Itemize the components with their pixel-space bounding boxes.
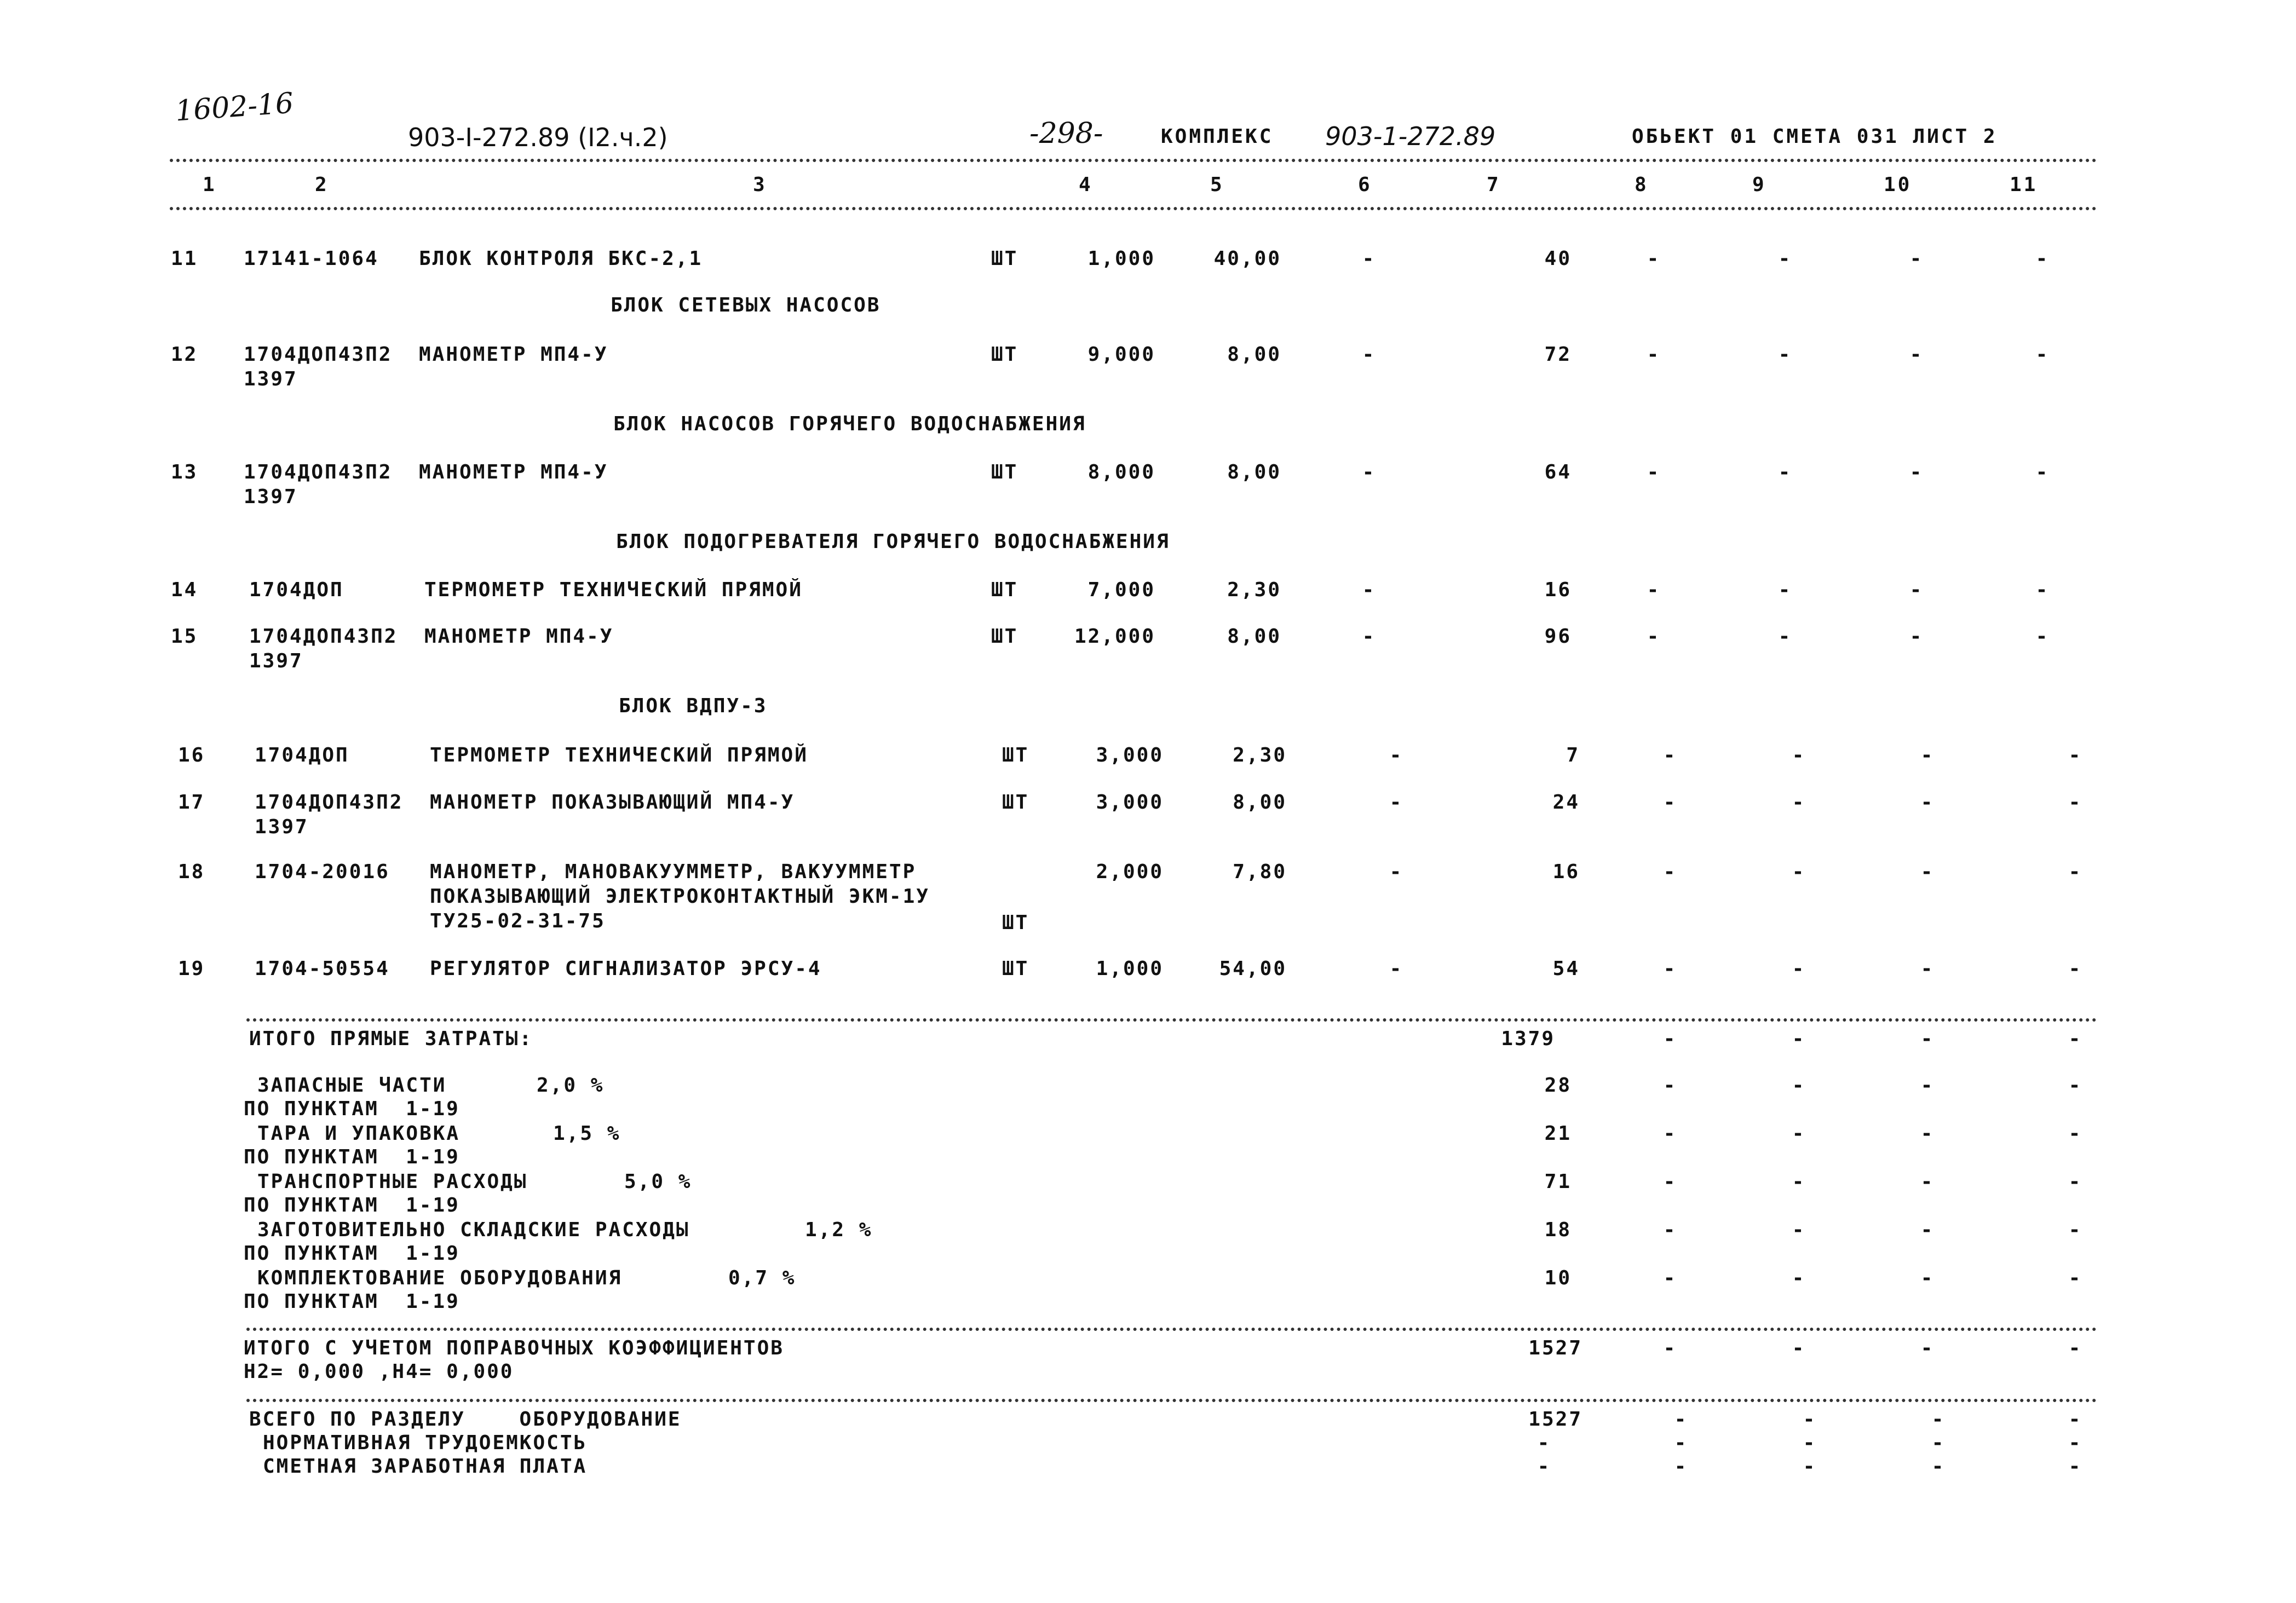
col-11: - (2068, 1267, 2082, 1289)
total-cost: 16 (1552, 861, 1580, 883)
item-code: 1704ДОП (255, 744, 349, 766)
col-6: - (1389, 861, 1403, 883)
complex-label: КОМПЛЕКС (1161, 125, 1274, 148)
quantity: 12,000 (1074, 625, 1155, 648)
quantity: 1,000 (1096, 958, 1164, 980)
col-9: - (1792, 1219, 1806, 1241)
col-11: - (2068, 1122, 2082, 1145)
total-cost: 96 (1544, 625, 1572, 648)
col-10: - (1920, 1122, 1935, 1145)
total-cost: 40 (1544, 247, 1572, 270)
unit: ШТ (991, 461, 1018, 483)
col-11: - (2068, 1028, 2082, 1050)
row-number: 14 (171, 579, 198, 601)
row-number: 17 (178, 791, 205, 814)
item-code: 1704ДОП43П2 (255, 791, 404, 814)
surcharge-range: ПО ПУНКТАМ 1-19 (244, 1242, 460, 1265)
column-number: 10 (1884, 174, 1912, 196)
col-10: - (1920, 1219, 1935, 1241)
total-cost: 71 (1544, 1170, 1572, 1193)
total-cost: 64 (1544, 461, 1572, 483)
surcharge-label: ТРАНСПОРТНЫЕ РАСХОДЫ (257, 1170, 528, 1193)
col-6: - (1389, 791, 1403, 814)
unit-price: 8,00 (1227, 461, 1281, 483)
col-10: - (1909, 461, 1924, 483)
col-8: - (1663, 1122, 1677, 1145)
col-9: - (1792, 791, 1806, 814)
complex-code: 903-1-272.89 (1325, 122, 1496, 151)
col-10: - (1920, 861, 1935, 883)
item-name: ТЕРМОМЕТР ТЕХНИЧЕСКИЙ ПРЯМОЙ (424, 579, 803, 601)
total-cost: 21 (1544, 1122, 1572, 1145)
col-10: - (1909, 343, 1924, 366)
quantity: 3,000 (1096, 744, 1164, 766)
col-10: - (1909, 247, 1924, 270)
row-number: 11 (171, 247, 198, 270)
col-11: - (2035, 625, 2050, 648)
col-8: - (1663, 1337, 1677, 1359)
labor-intensity-label: НОРМАТИВНАЯ ТРУДОЕМКОСТЬ (263, 1432, 588, 1454)
col-11: - (2035, 343, 2050, 366)
section-heading: БЛОК НАСОСОВ ГОРЯЧЕГО ВОДОСНАБЖЕНИЯ (613, 413, 1086, 435)
total-cost: 1527 (1528, 1337, 1583, 1359)
col-8: - (1674, 1455, 1688, 1478)
direct-total-label: ИТОГО ПРЯМЫЕ ЗАТРАТЫ: (249, 1028, 533, 1050)
column-number: 8 (1635, 174, 1649, 196)
header-rule-bottom (170, 207, 2097, 210)
column-number: 7 (1487, 174, 1501, 196)
row-number: 15 (171, 625, 198, 648)
item-code: 1704ДОП43П2 (244, 343, 393, 366)
item-name: МАНОМЕТР ПОКАЗЫВАЮЩИЙ МП4-У (430, 791, 795, 814)
total-cost: 1379 (1501, 1028, 1555, 1050)
col-10: - (1920, 1170, 1935, 1193)
total-cost: 54 (1552, 958, 1580, 980)
surcharge-rate: 2,0 % (537, 1074, 605, 1097)
section-heading: БЛОК ПОДОГРЕВАТЕЛЯ ГОРЯЧЕГО ВОДОСНАБЖЕНИЯ (616, 531, 1170, 553)
unit: ШТ (991, 579, 1018, 601)
col-11: - (2068, 1455, 2082, 1478)
col-9: - (1792, 958, 1806, 980)
unit-price: 40,00 (1213, 247, 1281, 270)
col-8: - (1663, 744, 1677, 766)
item-name: МАНОМЕТР МП4-У (424, 625, 614, 648)
row-number: 19 (178, 958, 205, 980)
unit: ШТ (1002, 912, 1029, 934)
col-6: - (1362, 247, 1376, 270)
total-cost: 28 (1544, 1074, 1572, 1097)
col-9: - (1792, 744, 1806, 766)
item-name: ТЕРМОМЕТР ТЕХНИЧЕСКИЙ ПРЯМОЙ (430, 744, 808, 766)
col-9: - (1803, 1432, 1817, 1454)
surcharge-range: ПО ПУНКТАМ 1-19 (244, 1290, 460, 1313)
item-code: 1704-20016 (255, 861, 390, 883)
divider (246, 1399, 2097, 1402)
col-8: - (1663, 958, 1677, 980)
total-cost: - (1537, 1432, 1551, 1454)
row-number: 12 (171, 343, 198, 366)
col-8: - (1674, 1432, 1688, 1454)
col-10: - (1920, 744, 1935, 766)
col-11: - (2068, 1432, 2082, 1454)
item-name: МАНОМЕТР МП4-У (419, 343, 608, 366)
item-name: РЕГУЛЯТОР СИГНАЛИЗАТОР ЭРСУ-4 (430, 958, 822, 980)
col-11: - (2068, 1408, 2082, 1431)
col-8: - (1674, 1408, 1688, 1431)
total-cost: - (1537, 1455, 1551, 1478)
unit-price: 2,30 (1233, 744, 1287, 766)
col-8: - (1663, 791, 1677, 814)
surcharge-label: ЗАГОТОВИТЕЛЬНО СКЛАДСКИЕ РАСХОДЫ (257, 1219, 690, 1241)
col-9: - (1792, 1267, 1806, 1289)
row-number: 16 (178, 744, 205, 766)
col-11: - (2035, 247, 2050, 270)
col-10: - (1920, 791, 1935, 814)
unit-price: 8,00 (1227, 625, 1281, 648)
surcharge-label: ЗАПАСНЫЕ ЧАСТИ (257, 1074, 447, 1097)
col-11: - (2068, 744, 2082, 766)
col-8: - (1663, 861, 1677, 883)
col-9: - (1778, 247, 1792, 270)
col-6: - (1389, 744, 1403, 766)
col-9: - (1792, 1170, 1806, 1193)
item-name-line3: ТУ25-02-31-75 (430, 910, 606, 932)
column-number: 5 (1210, 174, 1224, 196)
object-sheet-label: ОБЬЕКТ 01 СМЕТА 031 ЛИСТ 2 (1632, 125, 1998, 148)
item-code: 1704ДОП43П2 (244, 461, 393, 483)
item-name: МАНОМЕТР, МАНОВАКУУММЕТР, ВАКУУММЕТР (430, 861, 917, 883)
col-10: - (1920, 1337, 1935, 1359)
col-9: - (1792, 1028, 1806, 1050)
col-9: - (1778, 461, 1792, 483)
item-name: БЛОК КОНТРОЛЯ БКС-2,1 (419, 247, 703, 270)
divider (246, 1328, 2097, 1331)
col-8: - (1663, 1267, 1677, 1289)
item-name-line2: ПОКАЗЫВАЮЩИЙ ЭЛЕКТРОКОНТАКТНЫЙ ЭКМ-1У (430, 885, 930, 908)
col-6: - (1362, 461, 1376, 483)
col-10: - (1931, 1455, 1946, 1478)
unit-price: 54,00 (1219, 958, 1287, 980)
col-10: - (1909, 625, 1924, 648)
column-number: 1 (203, 174, 217, 196)
surcharge-rate: 1,5 % (553, 1122, 621, 1145)
row-number: 13 (171, 461, 198, 483)
total-cost: 72 (1544, 343, 1572, 366)
total-cost: 1527 (1528, 1408, 1583, 1431)
quantity: 3,000 (1096, 791, 1164, 814)
col-6: - (1389, 958, 1403, 980)
column-number: 2 (315, 174, 329, 196)
quantity: 2,000 (1096, 861, 1164, 883)
column-number: 4 (1079, 174, 1093, 196)
quantity: 9,000 (1087, 343, 1155, 366)
wage-estimate-label: СМЕТНАЯ ЗАРАБОТНАЯ ПЛАТА (263, 1455, 588, 1478)
page-marker: -298- (1029, 117, 1103, 150)
handwritten-reference: 1602-16 (174, 87, 295, 128)
item-code-line2: 1397 (244, 368, 298, 390)
col-8: - (1647, 625, 1661, 648)
col-9: - (1803, 1455, 1817, 1478)
header-rule-top (170, 159, 2097, 162)
col-9: - (1778, 625, 1792, 648)
item-code-line2: 1397 (244, 486, 298, 508)
total-cost: 18 (1544, 1219, 1572, 1241)
column-number: 9 (1752, 174, 1766, 196)
quantity: 7,000 (1087, 579, 1155, 601)
unit: ШТ (991, 247, 1018, 270)
col-6: - (1362, 343, 1376, 366)
col-8: - (1647, 579, 1661, 601)
item-code: 17141-1064 (244, 247, 379, 270)
col-11: - (2068, 1337, 2082, 1359)
col-8: - (1663, 1170, 1677, 1193)
unit-price: 8,00 (1233, 791, 1287, 814)
col-11: - (2068, 1170, 2082, 1193)
column-number: 6 (1358, 174, 1372, 196)
column-number: 3 (753, 174, 767, 196)
surcharge-rate: 5,0 % (624, 1170, 692, 1193)
total-cost: 16 (1544, 579, 1572, 601)
col-9: - (1792, 861, 1806, 883)
unit-price: 2,30 (1227, 579, 1281, 601)
section-heading: БЛОК СЕТЕВЫХ НАСОСОВ (611, 294, 881, 316)
coefficient-values: Н2= 0,000 ,Н4= 0,000 (244, 1360, 514, 1383)
unit: ШТ (991, 343, 1018, 366)
col-9: - (1792, 1337, 1806, 1359)
col-11: - (2035, 461, 2050, 483)
total-cost: 24 (1552, 791, 1580, 814)
quantity: 1,000 (1087, 247, 1155, 270)
item-name: МАНОМЕТР МП4-У (419, 461, 608, 483)
unit-price: 8,00 (1227, 343, 1281, 366)
col-8: - (1663, 1028, 1677, 1050)
divider (246, 1018, 2097, 1022)
coefficient-total-label: ИТОГО С УЧЕТОМ ПОПРАВОЧНЫХ КОЭФФИЦИЕНТОВ (244, 1337, 784, 1359)
project-code: 903-I-272.89 (I2.ч.2) (408, 123, 668, 152)
col-10: - (1920, 1074, 1935, 1097)
col-10: - (1920, 958, 1935, 980)
surcharge-rate: 1,2 % (805, 1219, 873, 1241)
item-code: 1704ДОП43П2 (249, 625, 398, 648)
col-11: - (2068, 791, 2082, 814)
surcharge-range: ПО ПУНКТАМ 1-19 (244, 1194, 460, 1216)
unit: ШТ (991, 625, 1018, 648)
unit: ШТ (1002, 791, 1029, 814)
col-11: - (2035, 579, 2050, 601)
quantity: 8,000 (1087, 461, 1155, 483)
col-11: - (2068, 1074, 2082, 1097)
section-total-label: ВСЕГО ПО РАЗДЕЛУ ОБОРУДОВАНИЕ (249, 1408, 682, 1431)
col-9: - (1778, 343, 1792, 366)
column-number: 11 (2010, 174, 2038, 196)
col-9: - (1792, 1122, 1806, 1145)
col-8: - (1647, 247, 1661, 270)
col-10: - (1931, 1408, 1946, 1431)
col-8: - (1647, 461, 1661, 483)
total-cost: 7 (1566, 744, 1580, 766)
surcharge-label: ТАРА И УПАКОВКА (257, 1122, 461, 1145)
unit-price: 7,80 (1233, 861, 1287, 883)
row-number: 18 (178, 861, 205, 883)
surcharge-label: КОМПЛЕКТОВАНИЕ ОБОРУДОВАНИЯ (257, 1267, 623, 1289)
col-11: - (2068, 958, 2082, 980)
surcharge-range: ПО ПУНКТАМ 1-19 (244, 1098, 460, 1120)
item-code-line2: 1397 (255, 816, 309, 838)
item-code: 1704ДОП (249, 579, 344, 601)
unit: ШТ (1002, 744, 1029, 766)
col-6: - (1362, 579, 1376, 601)
col-11: - (2068, 861, 2082, 883)
col-9: - (1792, 1074, 1806, 1097)
col-8: - (1663, 1219, 1677, 1241)
col-11: - (2068, 1219, 2082, 1241)
total-cost: 10 (1544, 1267, 1572, 1289)
col-10: - (1931, 1432, 1946, 1454)
col-10: - (1920, 1267, 1935, 1289)
col-9: - (1778, 579, 1792, 601)
col-10: - (1909, 579, 1924, 601)
section-heading: БЛОК ВДПУ-3 (619, 695, 768, 717)
unit: ШТ (1002, 958, 1029, 980)
col-9: - (1803, 1408, 1817, 1431)
item-code-line2: 1397 (249, 650, 303, 672)
col-6: - (1362, 625, 1376, 648)
col-8: - (1647, 343, 1661, 366)
surcharge-rate: 0,7 % (728, 1267, 796, 1289)
surcharge-range: ПО ПУНКТАМ 1-19 (244, 1146, 460, 1168)
col-8: - (1663, 1074, 1677, 1097)
col-10: - (1920, 1028, 1935, 1050)
item-code: 1704-50554 (255, 958, 390, 980)
